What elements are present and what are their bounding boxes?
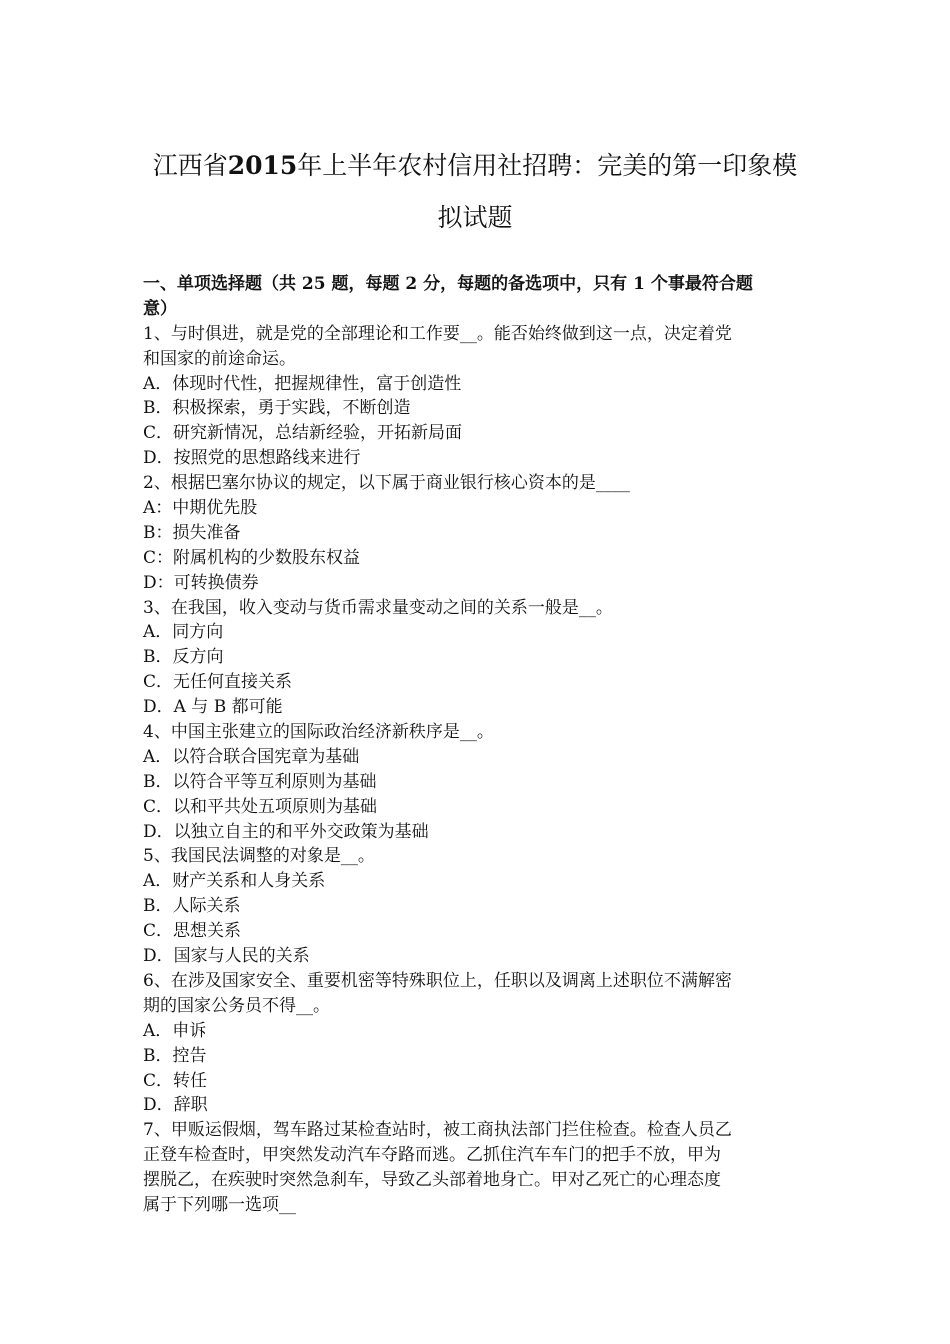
document-title-line-1 <box>120 140 830 192</box>
text-line: C．转任 <box>143 1070 208 1091</box>
text-line: D．按照党的思想路线来进行 <box>143 448 361 469</box>
text-line: 5、我国民法调整的对象是__。 <box>143 846 375 867</box>
text-line: B．反方向 <box>143 647 224 668</box>
text-line: C．无任何直接关系 <box>143 672 293 693</box>
text-line: 正登车检查时，甲突然发动汽车夺路而逃。乙抓住汽车车门的把手不放，甲为 <box>143 1145 721 1166</box>
question-list <box>143 322 808 1218</box>
text-line: 6、在涉及国家安全、重要机密等特殊职位上，任职以及调离上述职位不满解密 <box>143 970 732 991</box>
text-line: 和国家的前途命运。 <box>143 348 296 369</box>
text-line: 2、根据巴塞尔协议的规定，以下属于商业银行核心资本的是____ <box>143 473 630 494</box>
section-heading-line-2: 意） <box>143 298 177 319</box>
text-line: 期的国家公务员不得__。 <box>143 995 330 1016</box>
text-line: D．辞职 <box>143 1095 208 1116</box>
title-year: 2015 <box>227 151 298 180</box>
text-line: 1、与时俱进，就是党的全部理论和工作要__。能否始终做到这一点，决定着党 <box>143 323 732 344</box>
text-line: B．以符合平等互利原则为基础 <box>143 771 377 792</box>
document-body <box>143 272 808 1218</box>
text-line: D．以独立自主的和平外交政策为基础 <box>143 821 429 842</box>
text-line: A．申诉 <box>143 1020 207 1041</box>
text-line: B：损失准备 <box>143 522 241 543</box>
text-line: A．体现时代性，把握规律性，富于创造性 <box>143 373 462 394</box>
text-line: D．A 与 B 都可能 <box>143 697 283 718</box>
text-line: D．国家与人民的关系 <box>143 946 310 967</box>
text-line: 3、在我国，收入变动与货币需求量变动之间的关系一般是__。 <box>143 597 613 618</box>
section-heading-line-1: 一、单项选择题（共 25 题，每题 2 分，每题的备选项中，只有 1 个事最符合题 <box>143 274 753 294</box>
text-line: B．人际关系 <box>143 896 241 917</box>
text-line: A．财产关系和人身关系 <box>143 871 326 892</box>
text-line: A．同方向 <box>143 622 224 643</box>
text-line: 摆脱乙，在疾驶时突然急刹车，导致乙头部着地身亡。甲对乙死亡的心理态度 <box>143 1170 721 1191</box>
text-line: 7、甲贩运假烟，驾车路过某检查站时，被工商执法部门拦住检查。检查人员乙 <box>143 1120 732 1141</box>
text-line: C．思想关系 <box>143 921 242 942</box>
text-line: C．研究新情况，总结新经验，开拓新局面 <box>143 423 463 444</box>
text-line: 属于下列哪一选项__ <box>143 1194 296 1215</box>
text-line: C．以和平共处五项原则为基础 <box>143 796 378 817</box>
text-line: B．积极探索，勇于实践，不断创造 <box>143 398 411 419</box>
text-line: B．控告 <box>143 1045 207 1066</box>
document-title-line-2: 拟试题 <box>437 203 513 232</box>
text-line: 4、中国主张建立的国际政治经济新秩序是__。 <box>143 722 494 743</box>
text-line: A：中期优先股 <box>143 498 258 519</box>
text-line: A．以符合联合国宪章为基础 <box>143 746 360 767</box>
text-line: D：可转换债券 <box>143 572 259 593</box>
text-line: C：附属机构的少数股东权益 <box>143 547 361 568</box>
title-prefix: 江西省 <box>152 151 228 180</box>
title-suffix: 年上半年农村信用社招聘：完美的第一印象模 <box>297 151 798 180</box>
